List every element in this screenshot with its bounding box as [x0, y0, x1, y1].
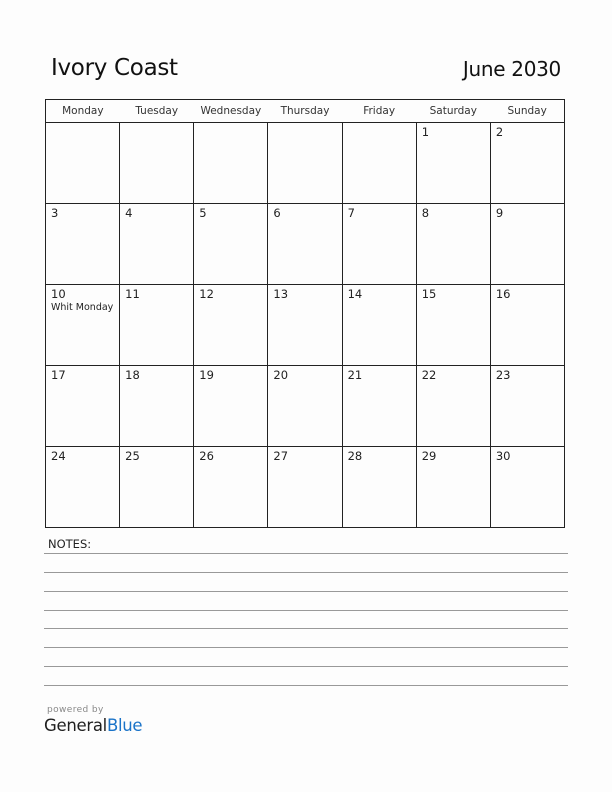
- day-cell: [490, 123, 564, 204]
- day-number: 12: [199, 287, 214, 301]
- day-cell: [342, 123, 416, 204]
- day-cell: [342, 366, 416, 447]
- day-number: 21: [347, 368, 363, 382]
- day-number: 6: [273, 206, 281, 220]
- day-number: 3: [51, 206, 59, 220]
- day-number: 4: [125, 206, 133, 220]
- notes-line: [44, 628, 568, 629]
- day-cell: [342, 204, 416, 285]
- generalblue-logo: [44, 716, 142, 735]
- weekday-header-row: [46, 100, 565, 123]
- day-number: 28: [347, 449, 363, 463]
- weekday-header: Saturday: [416, 100, 490, 123]
- day-cell: [416, 447, 490, 528]
- day-number: 23: [495, 368, 511, 382]
- weekday-header: Sunday: [490, 100, 564, 123]
- day-number: 10: [51, 287, 66, 301]
- notes-line: [44, 610, 568, 611]
- day-cell: [268, 204, 342, 285]
- day-cell: [120, 123, 194, 204]
- day-number: 2: [495, 125, 504, 139]
- day-number: 18: [125, 368, 140, 382]
- day-number: 22: [421, 368, 437, 382]
- weekday-header: Tuesday: [120, 100, 194, 123]
- day-cell: [46, 204, 120, 285]
- notes-line: [44, 685, 568, 686]
- powered-by-text: powered by: [47, 705, 104, 715]
- day-number: 13: [273, 287, 289, 301]
- day-number: 7: [347, 206, 355, 220]
- day-cell: [120, 285, 194, 366]
- day-cell: [490, 285, 564, 366]
- calendar-grid: [45, 99, 565, 528]
- day-number: 5: [199, 206, 207, 220]
- day-cell: [194, 123, 268, 204]
- notes-line: [44, 666, 568, 667]
- calendar-week-row: [46, 123, 565, 204]
- day-cell: [268, 285, 342, 366]
- day-cell: [194, 366, 268, 447]
- logo-text-general: General: [44, 716, 107, 735]
- day-cell: [120, 447, 194, 528]
- day-number: 25: [125, 449, 140, 463]
- day-number: 8: [421, 206, 430, 220]
- notes-line: [44, 647, 568, 648]
- day-number: 17: [51, 368, 66, 382]
- day-cell: [342, 285, 416, 366]
- day-cell: [46, 366, 120, 447]
- weekday-header: Monday: [46, 100, 120, 123]
- day-cell: [194, 285, 268, 366]
- calendar-country-title: Ivory Coast: [51, 55, 178, 81]
- day-cell: [46, 123, 120, 204]
- day-cell: [120, 204, 194, 285]
- day-number: 1: [421, 125, 430, 139]
- weekday-header: Wednesday: [194, 100, 268, 123]
- day-number: 16: [495, 287, 511, 301]
- day-cell: [194, 204, 268, 285]
- notes-line: [44, 591, 568, 592]
- day-cell: [490, 204, 564, 285]
- day-cell: [120, 366, 194, 447]
- day-number: 30: [495, 449, 511, 463]
- day-cell: [268, 366, 342, 447]
- calendar-week-row: [46, 285, 565, 366]
- day-cell: [416, 366, 490, 447]
- day-number: 29: [421, 449, 437, 463]
- calendar-week-row: [46, 447, 565, 528]
- day-number: 26: [199, 449, 214, 463]
- calendar-month-year: June 2030: [462, 57, 561, 81]
- notes-line: [44, 553, 568, 554]
- day-cell: [416, 285, 490, 366]
- day-number: 24: [51, 449, 66, 463]
- day-number: 27: [273, 449, 289, 463]
- day-number: 20: [273, 368, 289, 382]
- calendar-week-row: [46, 204, 565, 285]
- day-number: 15: [421, 287, 437, 301]
- day-cell: [416, 123, 490, 204]
- notes-label: NOTES:: [48, 537, 92, 551]
- notes-line: [44, 572, 568, 573]
- holiday-label: Whit Monday: [51, 302, 114, 313]
- day-cell: [268, 123, 342, 204]
- day-number: 11: [125, 287, 140, 301]
- weekday-header: Thursday: [268, 100, 342, 123]
- calendar-week-row: [46, 366, 565, 447]
- logo-text-blue: Blue: [106, 716, 143, 735]
- day-number: 14: [347, 287, 363, 301]
- day-cell: [342, 447, 416, 528]
- day-cell: [268, 447, 342, 528]
- day-cell: [194, 447, 268, 528]
- day-number: 19: [199, 368, 214, 382]
- day-cell: [46, 285, 120, 366]
- day-cell: [490, 447, 564, 528]
- day-cell: [46, 447, 120, 528]
- weekday-header: Friday: [342, 100, 416, 123]
- day-number: 9: [495, 206, 504, 220]
- day-cell: [490, 366, 564, 447]
- day-cell: [416, 204, 490, 285]
